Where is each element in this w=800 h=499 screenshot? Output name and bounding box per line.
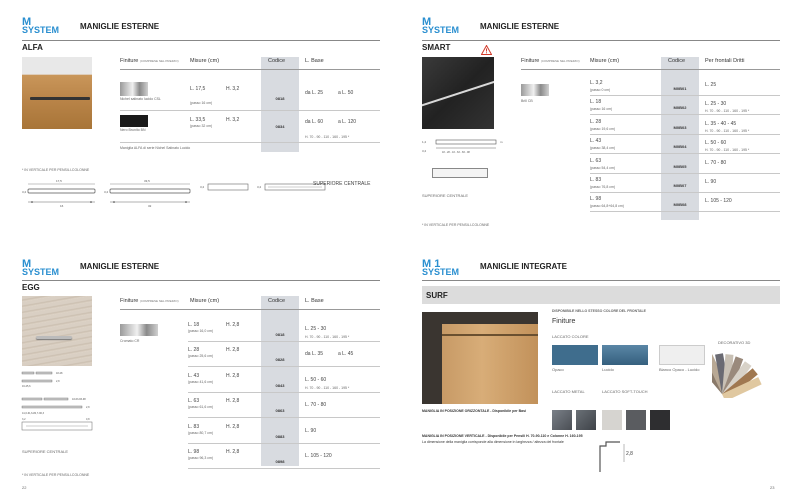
dim-label: 3,2 <box>257 185 262 189</box>
row-line <box>120 110 380 111</box>
header-codice: Codice <box>668 58 686 64</box>
warning-icon <box>481 45 492 55</box>
row-line <box>188 341 380 342</box>
size-h: H. 2,8 <box>226 322 240 328</box>
smart-brand <box>422 18 459 34</box>
code-value: 0898 <box>275 459 285 464</box>
product-band <box>422 286 780 304</box>
dim-label: 3,2 <box>22 190 27 194</box>
dim-label: 3,2 <box>200 185 205 189</box>
size-passo: (passo 54,4 cm) <box>590 165 616 170</box>
vertical-heights: H. 70 - 90 - 110 - 160 - 195 * <box>305 335 350 339</box>
swatch-soft-1 <box>602 410 622 430</box>
egg-technical-drawing <box>20 370 110 440</box>
size-l: L. 33,5 <box>190 117 206 123</box>
row-line <box>590 192 780 193</box>
code-column <box>661 57 699 220</box>
frontali-value: L. 105 - 120 <box>705 198 732 205</box>
superiore-centrale-label: SUPERIORE CENTRALE <box>22 449 69 454</box>
row-line <box>590 211 780 212</box>
laccato-metal-label: LACCATO METAL <box>552 389 585 394</box>
vertical-note: * IN VERTICALE PER PENSILI-COLONNE <box>22 473 90 477</box>
divider <box>422 280 780 281</box>
finiture-title: Finiture <box>552 318 576 325</box>
finish-label: Nero Brunito BN <box>120 128 146 132</box>
base-to: a L. 50 <box>338 90 354 96</box>
size-l: L. 98 <box>188 449 200 455</box>
vertical-heights: H. 70 - 90 - 110 - 160 - 195 * <box>705 148 750 153</box>
swatch-lucido <box>602 345 648 365</box>
dim-label: m <box>500 140 503 144</box>
row-line <box>188 443 380 444</box>
size-l: L. 28 <box>188 347 200 354</box>
alfa-brand <box>22 18 59 34</box>
section-title: MANIGLIE INTEGRATE <box>480 262 567 271</box>
frontali-value: L. 50 - 60 <box>705 140 727 147</box>
header-finiture: Finiture (COMPRESE NEL PREZZO) <box>521 58 580 64</box>
page-number: 22 <box>22 485 27 490</box>
row-line <box>188 392 380 393</box>
header-base: L. Base <box>305 58 324 64</box>
base-value: L. 50 - 60 <box>305 376 327 383</box>
smart-technical-drawing <box>420 136 510 158</box>
size-h: H. 2,8 <box>226 372 240 379</box>
size-passo: (passo 25,6 cm) <box>188 354 214 359</box>
base-to: a L. 120 <box>338 119 357 125</box>
brand-m: M 1 <box>422 258 441 270</box>
code-value: 0843 <box>275 382 285 388</box>
superiore-centrale-label: SUPERIORE CENTRALE <box>422 193 469 198</box>
brand-m: M <box>422 16 432 28</box>
divider <box>422 40 780 41</box>
smart-photo <box>422 57 494 129</box>
vertical-heights: H. 70 - 90 - 110 - 160 - 195 * <box>705 128 750 133</box>
base-from: da L. 60 <box>305 119 324 125</box>
size-passo: (passo 16 cm) <box>590 107 613 112</box>
section-title: MANIGLIE ESTERNE <box>480 22 560 31</box>
finish-label: Nichel satinato lucido CSL <box>120 97 161 101</box>
vertical-heights: H. 70 - 90 - 110 - 160 - 195 * <box>305 135 350 139</box>
size-h: H. 2,8 <box>226 398 240 405</box>
size-passo: (passo 41,6 cm) <box>188 379 214 384</box>
dim-label: 16 <box>60 204 64 208</box>
surf-profile-drawing <box>596 440 642 474</box>
base-value: L. 90 <box>305 427 317 434</box>
dim-label: 43-63-83-98 <box>72 398 86 401</box>
vertical-note: * IN VERTICALE PER PENSILI-COLONNE <box>22 168 90 172</box>
dim-label: 2,8 <box>626 451 633 457</box>
alfa-technical-drawing <box>20 174 380 210</box>
finish-swatch-nero <box>120 115 148 127</box>
frontali-value: L. 70 - 80 <box>705 159 727 166</box>
brand-system: SYSTEM <box>422 25 460 35</box>
finish-swatch-brill <box>521 84 549 96</box>
frontali-value: L. 35 - 40 - 45 <box>705 120 737 127</box>
swatch-opaco <box>552 345 598 365</box>
size-l: L. 18 <box>590 99 602 106</box>
size-l: L. 63 <box>590 157 602 164</box>
brand-system: SYSTEM <box>22 25 60 35</box>
header-codice: Codice <box>268 298 286 304</box>
product-title: SURF <box>426 291 448 300</box>
decorativo-label: DECORATIVO 3D <box>718 340 751 345</box>
code-column <box>261 296 299 466</box>
code-value: M0B04 <box>673 144 687 150</box>
caption-horizontal: MANIGLIA IN POSIZIONE ORIZZONTALE - Disponibile per Basi <box>422 409 527 413</box>
header-codice: Codice <box>268 58 286 64</box>
product-title: SMART <box>422 43 451 52</box>
divider <box>22 280 380 281</box>
code-column <box>261 57 299 152</box>
vertical-heights: H. 70 - 90 - 110 - 160 - 195 * <box>705 109 750 114</box>
dim-label: 41,6-61,6-80,7-96,3 <box>22 412 44 415</box>
smart-profile-drawing <box>432 168 488 178</box>
laccato-soft-label: LACCATO SOFT-TOUCH <box>602 389 648 394</box>
product-title: ALFA <box>22 43 43 52</box>
availability-note: DISPONIBILE NELLO STESSO COLORE DEL FRONTALE <box>552 309 646 313</box>
size-passo: (passo 16,0 cm) <box>188 329 214 333</box>
code-value: 0818 <box>275 96 285 101</box>
caption-vertical: MANIGLIA IN POSIZIONE VERTICALE - Disponibile per Pensili H. 70-90-110 e Colonne H. 160-195 <box>422 434 583 438</box>
code-value: M0B03 <box>673 124 687 130</box>
row-line <box>590 173 780 174</box>
caption-dimension: La dimensione della maniglia corrisponde alla dimensione in larghezza / altezza del frontale <box>422 440 564 444</box>
code-value: M0B08 <box>673 202 687 208</box>
size-passo: (passo 64,8+64,8 cm) <box>590 204 624 209</box>
lucido-label: Lucido <box>602 367 614 372</box>
row-line <box>120 142 380 143</box>
header-misure: Misure (cm) <box>190 298 220 304</box>
size-l: L. 63 <box>188 398 200 405</box>
section-title: MANIGLIE ESTERNE <box>80 262 160 271</box>
surf-photo <box>422 312 538 404</box>
vertical-heights: H. 70 - 90 - 110 - 160 - 195 * <box>305 385 350 390</box>
dim-label: 17,5 <box>56 179 62 183</box>
dim-label: 33,5 <box>144 179 150 183</box>
finish-label: Brill CB <box>521 99 533 103</box>
series-note: Maniglia ALFA di serie Nichel Satinato Lucido <box>120 146 191 150</box>
swatch-soft-2 <box>626 410 646 430</box>
finish-swatch-nichel <box>120 82 148 96</box>
base-value: L. 105 - 120 <box>305 453 332 459</box>
size-l: L. 43 <box>188 372 200 379</box>
size-passo: (passo 19,6 cm) <box>590 126 616 131</box>
divider <box>22 40 380 41</box>
code-value: 0828 <box>275 357 285 363</box>
bianco-label: Bianco Opaco - Lucido <box>659 367 700 372</box>
size-l: L. 17,5 <box>190 86 206 92</box>
frontali-value: L. 25 - 30 <box>705 101 727 108</box>
header-line <box>120 69 380 70</box>
base-value: L. 70 - 80 <box>305 402 327 409</box>
row-line <box>590 95 780 96</box>
size-l: L. 83 <box>188 423 200 430</box>
dim-label: 0,8 <box>86 418 90 421</box>
row-line <box>188 417 380 418</box>
brand-system: SYSTEM <box>422 267 460 277</box>
dim-label: 3,2 <box>22 418 26 421</box>
dim-label: 3,2 <box>422 149 427 153</box>
code-value: 0883 <box>275 433 285 439</box>
size-passo: (passo 16 cm) <box>190 101 213 105</box>
egg-photo <box>22 296 92 366</box>
size-l: L. 28 <box>590 118 602 125</box>
size-l: L. 3,2 <box>590 80 603 86</box>
size-h: H. 3,2 <box>226 86 240 92</box>
swatch-bianco <box>659 345 705 365</box>
size-passo: (passo 96,3 cm) <box>188 456 214 460</box>
size-h: H. 2,8 <box>226 347 240 354</box>
size-passo: (passo 61,6 cm) <box>188 405 214 410</box>
base-value: L. 25 - 30 <box>305 326 327 332</box>
frontali-value: L. 25 <box>705 82 717 88</box>
page-number: 23 <box>770 485 775 490</box>
header-per-frontali: Per frontali Dritti <box>705 58 745 64</box>
dim-label: 2,8 <box>86 406 90 409</box>
opaco-label: Opaco <box>552 367 564 372</box>
row-line <box>188 366 380 367</box>
row-line <box>590 153 780 154</box>
size-passo: (passo 32 cm) <box>190 124 213 128</box>
code-value: M0B01 <box>673 86 687 91</box>
code-value: M0B05 <box>673 163 687 169</box>
row-line <box>590 114 780 115</box>
frontali-value: L. 90 <box>705 179 717 185</box>
code-value: 0863 <box>275 408 285 414</box>
vertical-note: * IN VERTICALE PER PENSILI-COLONNE <box>422 223 490 227</box>
finish-label: Cromato CR <box>120 339 140 343</box>
size-l: L. 83 <box>590 177 602 183</box>
size-passo: (passo 38,4 cm) <box>590 146 616 151</box>
brand-system: SYSTEM <box>22 267 60 277</box>
dim-label: 2,8 <box>56 380 60 383</box>
size-l: L. 98 <box>590 196 602 203</box>
code-value: M0B02 <box>673 105 687 111</box>
header-line <box>120 309 380 310</box>
egg-brand <box>22 260 59 276</box>
dim-label: 3,2 <box>104 190 109 194</box>
header-line <box>521 69 780 70</box>
finish-swatch-cromato <box>120 324 158 336</box>
size-l: L. 18 <box>188 322 200 328</box>
base-from: da L. 25 <box>305 90 324 96</box>
size-l: L. 43 <box>590 138 602 145</box>
dim-label: 18 - 28 - 43 - 63 - 83 - 98 <box>442 151 470 154</box>
size-passo: (passo 76,8 cm) <box>590 185 616 189</box>
dim-label: 32 <box>148 204 152 208</box>
header-finiture: Finiture (COMPRESE NEL PREZZO) <box>120 58 179 64</box>
header-finiture: Finiture (COMPRESE NEL PREZZO) <box>120 298 179 304</box>
code-value: M0B07 <box>673 183 687 188</box>
laccato-colore-label: LACCATO COLORE <box>552 334 589 339</box>
header-base: L. Base <box>305 298 324 304</box>
header-misure: Misure (cm) <box>190 58 220 64</box>
code-value: 0818 <box>275 332 285 337</box>
base-value: da L. 35 <box>305 351 324 358</box>
base-to: a L. 45 <box>338 351 354 358</box>
dim-label: 16-25,6 <box>22 385 31 388</box>
size-passo: (passo 0 cm) <box>590 88 611 92</box>
swatch-metal-1 <box>552 410 572 430</box>
surf-brand <box>422 260 459 276</box>
product-title: EGG <box>22 283 40 292</box>
dim-label: 18-28 <box>56 372 63 375</box>
alfa-photo <box>22 57 92 129</box>
brand-m: M <box>22 258 32 270</box>
row-line <box>590 134 780 135</box>
swatch-soft-3 <box>650 410 670 430</box>
size-h: H. 2,8 <box>226 449 240 455</box>
decorativo-fan-swatch <box>712 348 768 398</box>
brand-m: M <box>22 16 32 28</box>
section-title: MANIGLIE ESTERNE <box>80 22 160 31</box>
row-line <box>188 468 380 469</box>
size-passo: (passo 80,7 cm) <box>188 430 214 435</box>
header-misure: Misure (cm) <box>590 58 620 64</box>
superiore-centrale-label: SUPERIORE CENTRALE <box>313 181 371 187</box>
swatch-metal-2 <box>576 410 596 430</box>
size-h: H. 3,2 <box>226 117 240 123</box>
size-h: H. 2,8 <box>226 423 240 430</box>
dim-label: 1,2 <box>422 140 427 144</box>
code-value: 0834 <box>275 124 285 129</box>
